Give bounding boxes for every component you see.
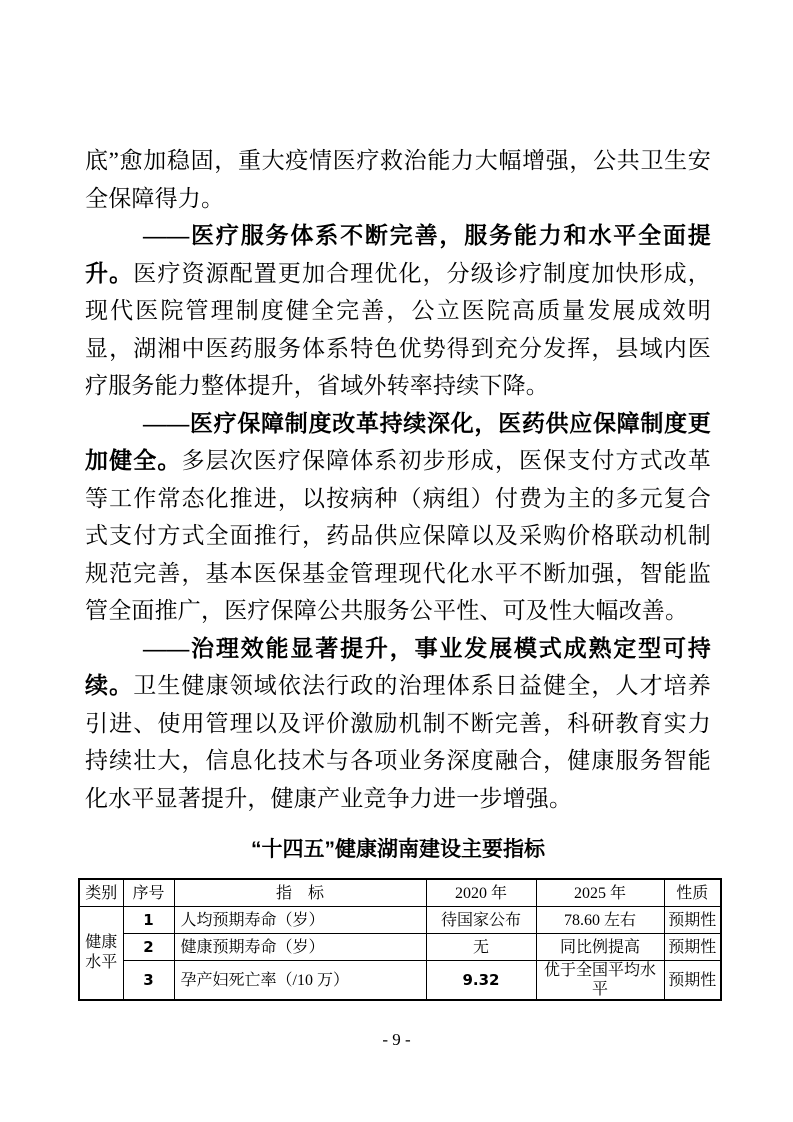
paragraph-medical-service bbox=[85, 217, 711, 405]
value-2020-cell: 待国家公布 bbox=[426, 907, 536, 934]
indicators-table bbox=[78, 878, 722, 1001]
nature-cell: 预期性 bbox=[664, 961, 721, 1001]
category-cell: 健康水平 bbox=[79, 907, 123, 1001]
paragraph-text: 医疗资源配置更加合理优化，分级诊疗制度加快形成，现代医院管理制度健全完善，公立医院高质量发展成效明显，湖湘中医药服务体系特色优势得到充分发挥，县域内医疗服务能力整体提升，省域外转率持续下降。 bbox=[85, 260, 711, 398]
serial-cell: 1 bbox=[123, 907, 174, 934]
table-row bbox=[79, 907, 721, 934]
table-body bbox=[79, 907, 721, 1001]
indicator-cell: 孕产妇死亡率（/10 万） bbox=[174, 961, 426, 1001]
serial-cell: 3 bbox=[123, 961, 174, 1001]
indicator-cell: 健康预期寿命（岁） bbox=[174, 934, 426, 961]
header-nature: 性质 bbox=[664, 879, 721, 907]
table-row bbox=[79, 934, 721, 961]
table-header-row bbox=[79, 879, 721, 907]
paragraph-text: 底”愈加稳固，重大疫情医疗救治能力大幅增强，公共卫生安全保障得力。 bbox=[85, 148, 711, 211]
paragraph-text: 多层次医疗保障体系初步形成，医保支付方式改革等工作常态化推进，以按病种（病组）付费为主的多元复合式支付方式全面推行，药品供应保障以及采购价格联动机制规范完善，基本医保基金管理现代化水平不断加强，智能监管全面推广，医疗保障公共服务公平性、可及性大幅改善。 bbox=[85, 448, 711, 623]
paragraph-lead: ——治理效能显著提升，事业发展模式成熟定型可持续。 bbox=[85, 635, 711, 698]
serial-cell: 2 bbox=[123, 934, 174, 961]
paragraph-medical-insurance bbox=[85, 405, 711, 630]
page-number: - 9 - bbox=[382, 1030, 411, 1049]
table-row bbox=[79, 961, 721, 1001]
paragraph-continuation bbox=[85, 142, 711, 217]
header-2020: 2020 年 bbox=[426, 879, 536, 907]
nature-cell: 预期性 bbox=[664, 934, 721, 961]
header-category: 类别 bbox=[79, 879, 123, 907]
value-2020-cell: 无 bbox=[426, 934, 536, 961]
value-2025-cell: 78.60 左右 bbox=[536, 907, 664, 934]
nature-cell: 预期性 bbox=[664, 907, 721, 934]
value-2025-cell: 同比例提高 bbox=[536, 934, 664, 961]
indicators-table-wrap bbox=[78, 878, 721, 1001]
paragraph-lead: ——医疗保障制度改革持续深化，医药供应保障制度更加健全。 bbox=[85, 410, 711, 473]
value-2020-cell: 9.32 bbox=[426, 961, 536, 1001]
paragraph-text: 卫生健康领域依法行政的治理体系日益健全，人才培养引进、使用管理以及评价激励机制不断完善，科研教育实力持续壮大，信息化技术与各项业务深度融合，健康服务智能化水平显著提升，健康产业竞争力进一步增强。 bbox=[85, 673, 711, 811]
table-title: “十四五”健康湖南建设主要指标 bbox=[251, 838, 545, 861]
paragraph-governance bbox=[85, 630, 711, 818]
header-indicator: 指 标 bbox=[174, 879, 426, 907]
header-2025: 2025 年 bbox=[536, 879, 664, 907]
header-serial: 序号 bbox=[123, 879, 174, 907]
document-body bbox=[85, 142, 717, 1001]
indicator-cell: 人均预期寿命（岁） bbox=[174, 907, 426, 934]
value-2025-cell: 优于全国平均水平 bbox=[536, 961, 664, 1001]
paragraph-lead: ——医疗服务体系不断完善，服务能力和水平全面提升。 bbox=[85, 223, 711, 286]
table-header bbox=[79, 879, 721, 907]
